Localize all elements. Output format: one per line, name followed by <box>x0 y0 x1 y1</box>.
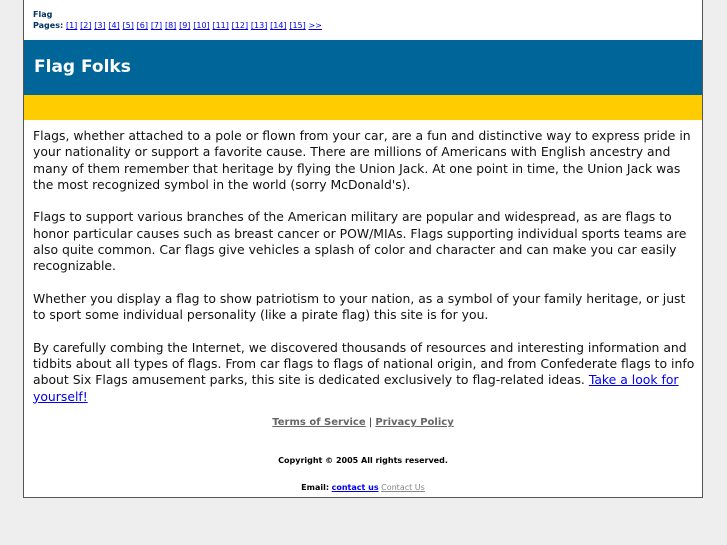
main-content <box>33 128 695 421</box>
page-link-4[interactable]: [4] <box>108 21 120 30</box>
paragraph-3: Whether you display a flag to show patriotism to your nation, as a symbol of your family heritage, or just to sport some individual personality (like a pirate flag) this site is for you. <box>33 290 686 323</box>
copyright-notice: Copyright © 2005 All rights reserved. <box>278 456 448 465</box>
page-link-5[interactable]: [5] <box>122 21 134 30</box>
paragraph-4-text: By carefully combing the Internet, we discovered thousands of resources and interesting information and tidbits about all types of flags. From car flags to flags of national origin, and from Confederate flags to info about Six Flags amusement parks, this site is dedicated exclusively to flag-related ideas. <box>33 339 695 388</box>
next-page-link[interactable]: >> <box>308 21 322 30</box>
page-link-2[interactable]: [2] <box>80 21 92 30</box>
page-link-3[interactable]: [3] <box>94 21 106 30</box>
page-link-8[interactable]: [8] <box>164 21 177 30</box>
accent-bar <box>24 95 702 120</box>
email-line <box>24 483 702 492</box>
page-link-13[interactable]: [13] <box>250 21 268 30</box>
pagination <box>33 20 322 31</box>
page-link-1[interactable]: [1] <box>65 21 78 30</box>
contact-us-text[interactable]: Contact Us <box>381 483 425 492</box>
page-link-15[interactable]: [15] <box>289 21 306 30</box>
page-link-9[interactable]: [9] <box>179 21 191 30</box>
email-label: Email: <box>301 483 330 492</box>
contact-us-link[interactable]: contact us <box>331 483 379 492</box>
page-link-14[interactable]: [14] <box>270 21 287 30</box>
page-link-7[interactable]: [7] <box>150 21 163 30</box>
page-link-12[interactable]: [12] <box>231 21 249 30</box>
footer-links <box>24 417 702 428</box>
page-link-6[interactable]: [6] <box>136 21 149 30</box>
site-title: Flag Folks <box>34 57 131 77</box>
top-navigation <box>33 9 322 31</box>
page-link-10[interactable]: [10] <box>193 21 210 30</box>
paragraph-4 <box>33 340 695 405</box>
terms-of-service-link[interactable]: Terms of Service <box>272 417 366 428</box>
privacy-policy-link[interactable]: Privacy Policy <box>375 417 454 428</box>
pages-label: Pages: <box>33 21 64 30</box>
footer-separator: | <box>365 417 376 428</box>
header-bar <box>24 40 702 95</box>
take-a-look-link[interactable]: Take a look for yourself! <box>33 372 679 404</box>
page-link-11[interactable]: [11] <box>212 21 229 30</box>
category-link[interactable]: Flag <box>33 10 53 19</box>
paragraph-2: Flags to support various branches of the American military are popular and widespread, as are flags to honor particular causes such as breast cancer or POW/MIAs. Flags supporting individual sports teams are also quite common. Car flags give vehicles a splash of color and character and can make you car easily recognizable. <box>33 209 687 274</box>
page-container <box>23 0 703 498</box>
paragraph-1: Flags, whether attached to a pole or flown from your car, are a fun and distinctive way to express pride in your nationality or support a favorite cause. There are millions of Americans with English ancestry and many of them remember that heritage by flying the Union Jack. At one point in time, the Union Jack was the most recognized symbol in the world (sorry McDonald's). <box>33 128 691 192</box>
